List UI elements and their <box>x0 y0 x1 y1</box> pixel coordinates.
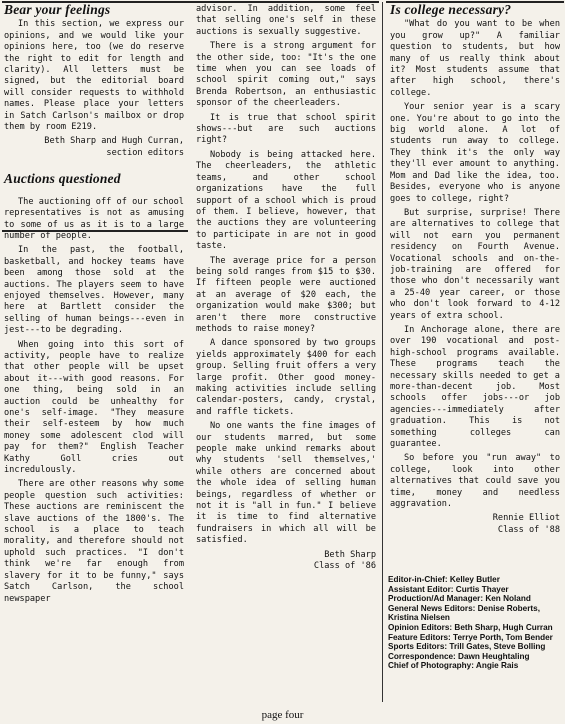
auctions-paragraph: The auctioning off of our school representatives is not as amusing to some of us as it is to a large number of people. <box>4 196 184 241</box>
column-divider <box>382 2 383 702</box>
staff-line: Production/Ad Manager: Ken Noland <box>388 594 531 604</box>
college-paragraph: But surprise, surprise! There are alternatives to college that will not earn you permanent residency on Fourth Avenue. Vocational schools and on-the-job-training are offered for those who don't necessarily want a 25-40 year career, or those who don't look forward to 4-12 years of extra school. <box>390 207 560 321</box>
page-number: page four <box>261 709 304 721</box>
feelings-title: Bear your feelings <box>4 2 111 17</box>
column-one <box>4 4 184 608</box>
staff-box <box>388 575 563 671</box>
staff-line: Feature Editors: Terrye Porth, Tom Bender <box>388 632 553 642</box>
college-paragraph: In Anchorage alone, there are over 190 vocational and post-high-school programs available. These programs teach the necessary skills needed to get a more-than-decent job. Most schools offer jobs---or job agencies---immediately after graduation. This is not something colleges can guarantee. <box>390 324 560 450</box>
column-two <box>196 4 376 573</box>
auctions-paragraph: A dance sponsored by two groups yields approximately $400 for each group. Selling fruit offers a very large profit. Other good money-making activities include selling calendar-posters, candy, crystal, and raffle tickets. <box>196 338 376 417</box>
staff-line: General News Editors: Denise Roberts, Kristina Nielsen <box>388 603 540 623</box>
auctions-signature: Beth Sharp Class of '86 <box>313 549 376 572</box>
staff-line: Opinion Editors: Beth Sharp, Hugh Curran <box>388 622 553 632</box>
feelings-signature: Beth Sharp and Hugh Curran, section editors <box>44 136 184 158</box>
staff-line: Editor-in-Chief: Kelley Butler <box>388 575 500 584</box>
auctions-title: Auctions questioned <box>4 171 121 187</box>
auctions-paragraph: It is true that school spirit shows---but are such auctions right? <box>196 112 376 146</box>
staff-line: Sports Editors: Trill Gates, Steve Bolling <box>388 642 546 652</box>
auctions-paragraph: In the past, the football, basketball, and hockey teams have been among those sold at the auctions. The players seem to have enjoyed themselves. However, many here at Bartlett consider the selling of human beings---even in jest---to be degrading. <box>4 245 184 336</box>
college-signature: Rennie Elliot Class of '88 <box>492 513 560 535</box>
auctions-paragraph: advisor. In addition, some feel that selling one's self in these auctions is sexually suggestive. <box>196 4 376 37</box>
auctions-paragraph: No one wants the fine images of our students marred, but some people make unkind remarks about why students 'sell themselves,' while others are concerned about the whole idea of selling human beings, regardless of whether or not it is "all in fun." I believe it is time to find alternative fundraisers in which all will be satisfied. <box>196 421 376 546</box>
college-paragraph: "What do you want to be when you grow up?" A familiar question to students, but how many of us really think about it? Most students assume that after high school, there's college. <box>390 19 560 98</box>
bear-your-feelings-box <box>4 4 184 159</box>
auctions-paragraph: Nobody is being attacked here. The cheerleaders, the athletic teams, and other school organizations have the full support of a school which is proud of them. I believe, however, that the auctions they are volunteering to participate in are not in good taste. <box>196 149 376 252</box>
auctions-paragraph: When going into this sort of activity, people have to realize that other people will be upset about it---with good reasons. For one thing, being sold in an auction could be unhealthy for one's self-image. "They measure their self-esteem by how much money some adolescent clod will pay for them?" English Teacher Kathy Goll cries out incredulously. <box>4 339 184 476</box>
college-title: Is college necessary? <box>390 2 512 17</box>
college-paragraph: So before you "run away" to college, look into other alternatives that could save you time, money and needless aggravation. <box>390 453 560 510</box>
staff-line: Chief of Photography: Angie Rais <box>388 661 519 671</box>
auctions-paragraph: The average price for a person being sold ranges from $15 to $30. If fifteen people were auctioned at an average of $20 each, the organization would make $300; but aren't there more constructive methods to raise money? <box>196 255 376 334</box>
auctions-paragraph: There are other reasons why some people question such activities: These auctions are reminiscent the slave auctions of the 1800's. The school is a place to teach morality, and therefore should not uphold such practices. "I don't think we're far enough from slavery for it to be funny," says Satch Carlson, the school newspaper <box>4 479 184 604</box>
feelings-body: In this section, we express our opinions, and we would like your opinions here, too (we do reserve the right to edit for length and clarity). All letters must be signed, but the editorial board will consider requests to withhold names. Please place your letters in Satch Carlson's mailbox or drop them by room E219. <box>4 19 184 133</box>
staff-line: Assistant Editor: Curtis Thayer <box>388 584 509 594</box>
staff-line: Correspondence: Dawn Heughtaling <box>388 651 530 661</box>
college-paragraph: Your senior year is a scary one. You're about to go into the big world alone. A lot of students run away to college. They think it's the only way they'll ever amount to anything. Mom and Dad like the idea, too. Besides, everyone who is anyone goes to college, right? <box>390 102 560 204</box>
column-three <box>390 4 560 536</box>
auctions-paragraph: There is a strong argument for the other side, too: "It's the one time when you can see loads of school spirit coming out," says Brenda Robertson, an enthusiastic sponsor of the cheerleaders. <box>196 41 376 109</box>
